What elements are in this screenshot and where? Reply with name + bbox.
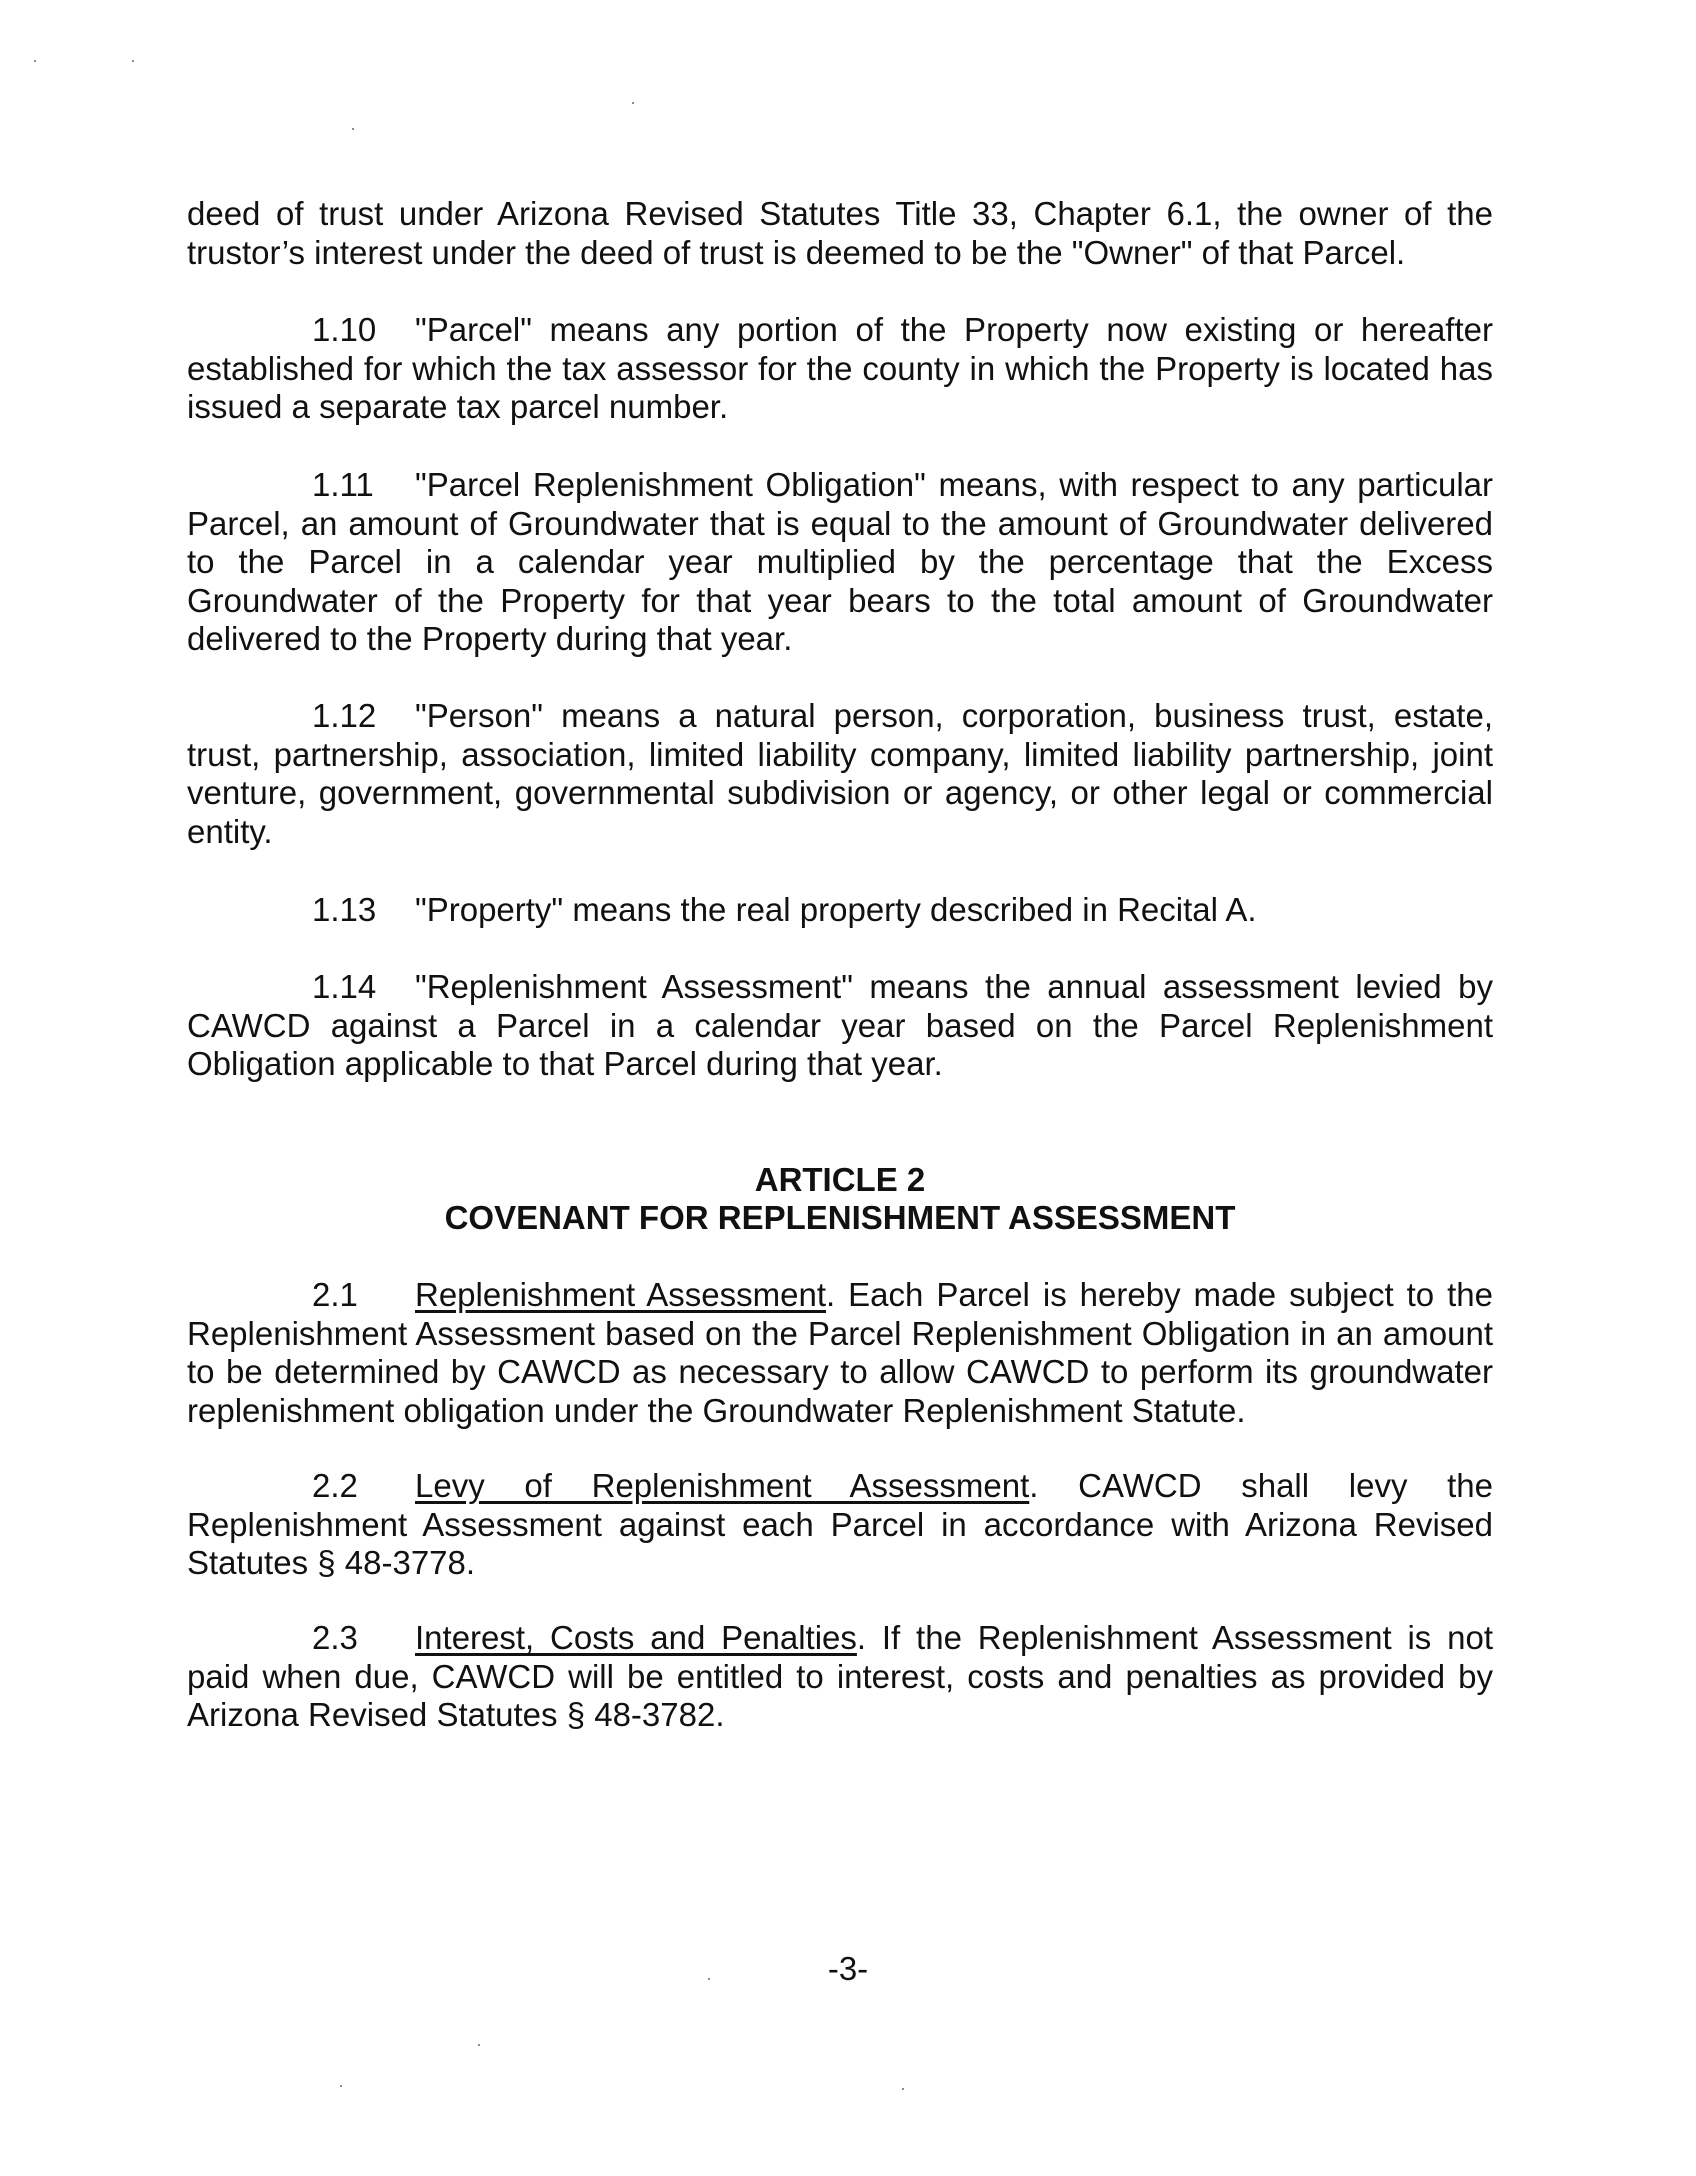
section-number: 1.12 (312, 697, 377, 734)
section-2-3 (187, 1619, 1493, 1735)
section-number: 2.2 (312, 1467, 358, 1504)
scan-speck (478, 2044, 480, 2046)
scan-speck (340, 2085, 342, 2087)
section-text: . Each Parcel is hereby made subject to the Replenishment Assessment based on the Parcel Replenishment Obligation in an amount to be determined by CAWCD as necessary to allow CAWCD to perform its groundwater replenishment obligation under the Groundwater Replenishment Statute. (187, 1276, 1493, 1429)
section-title: Levy of Replenishment Assessment (415, 1467, 1030, 1504)
article-heading-line-2: COVENANT FOR REPLENISHMENT ASSESSMENT (444, 1199, 1236, 1236)
definition-text: "Parcel Replenishment Obligation" means, with respect to any particular Parcel, an amount of Groundwater that is equal to the amount of Groundwater delivered to the Parcel in a calendar year multiplied by the percentage that the Excess Groundwater of the Property for that year bears to the total amount of Groundwater delivered to the Property during that year. (187, 466, 1493, 657)
section-number: 2.3 (312, 1619, 358, 1656)
section-title: Replenishment Assessment (415, 1276, 827, 1313)
definition-1-13 (187, 891, 1493, 930)
article-heading-line-1: ARTICLE 2 (754, 1161, 926, 1198)
section-2-2 (187, 1467, 1493, 1583)
scan-speck (902, 2088, 904, 2090)
definition-1-11 (187, 466, 1493, 659)
section-number: 1.10 (312, 311, 377, 348)
section-text: . If the Replenishment Assessment is not paid when due, CAWCD will be entitled to interest, costs and penalties as provided by Arizona Revised Statutes § 48-3782. (187, 1619, 1493, 1733)
section-number: 1.11 (312, 466, 374, 503)
page-number: -3- (827, 1950, 869, 1987)
definition-text: "Property" means the real property described in Recital A. (415, 891, 1257, 928)
scan-speck (132, 60, 134, 62)
definition-1-12 (187, 697, 1493, 851)
section-2-1 (187, 1276, 1493, 1430)
scan-speck (352, 128, 354, 130)
paragraph-continuation (187, 195, 1493, 272)
paragraph-text: deed of trust under Arizona Revised Statutes Title 33, Chapter 6.1, the owner of the trustor’s interest under the deed of trust is deemed to be the "Owner" of that Parcel. (187, 195, 1493, 271)
scan-speck (632, 102, 634, 104)
definition-text: "Parcel" means any portion of the Property now existing or hereafter established for which the tax assessor for the county in which the Property is located has issued a separate tax parcel number. (187, 311, 1493, 425)
section-number: 1.14 (312, 968, 377, 1005)
definition-text: "Replenishment Assessment" means the annual assessment levied by CAWCD against a Parcel in a calendar year based on the Parcel Replenishment Obligation applicable to that Parcel during that year. (187, 968, 1493, 1082)
definition-1-10 (187, 311, 1493, 427)
section-title: Interest, Costs and Penalties (415, 1619, 857, 1656)
definition-1-14 (187, 968, 1493, 1084)
scan-speck (34, 60, 36, 62)
definition-text: "Person" means a natural person, corporation, business trust, estate, trust, partnership, association, limited liability company, limited liability partnership, joint venture, government, governmental subdivision or agency, or other legal or commercial entity. (187, 697, 1493, 850)
section-number: 2.1 (312, 1276, 358, 1313)
section-number: 1.13 (312, 891, 377, 928)
section-text: . CAWCD shall levy the Replenishment Assessment against each Parcel in accordance with Arizona Revised Statutes § 48-3778. (187, 1467, 1493, 1581)
